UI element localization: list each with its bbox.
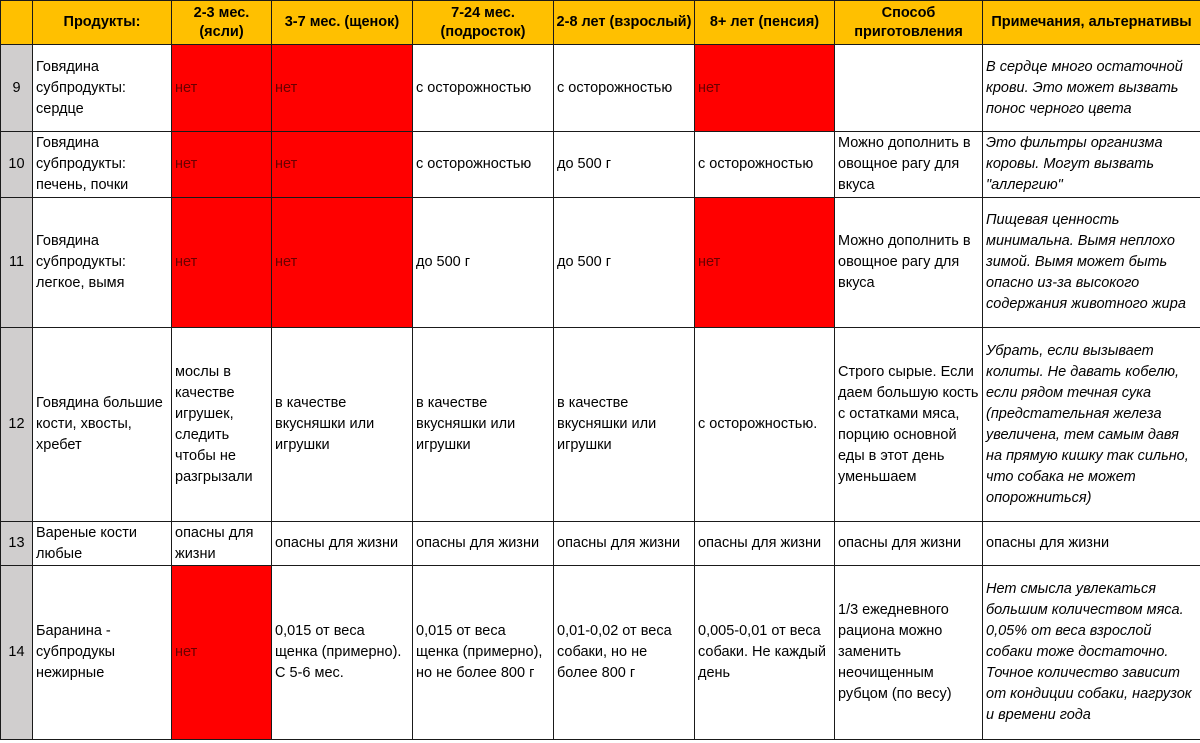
- method-cell: 1/3 ежедневного рациона можно заменить неочищенным рубцом (по весу): [835, 566, 983, 740]
- age-8-plus-cell: [695, 45, 835, 132]
- table-row: [1, 566, 1200, 740]
- age-3-7-cell: 0,015 от веса щенка (примерно). С 5-6 мес.: [272, 566, 413, 740]
- age-7-24-cell: 0,015 от веса щенка (примерно), но не более 800 г: [413, 566, 554, 740]
- age-7-24-cell: в качестве вкусняшки или игрушки: [413, 328, 554, 522]
- age-2-3-cell: [172, 566, 272, 740]
- forbidden-text: нет: [275, 79, 298, 96]
- age-2-3-cell: [172, 45, 272, 132]
- table-row: [1, 522, 1200, 566]
- notes-cell: Это фильтры организма коровы. Могут вызвать "аллергию": [983, 132, 1200, 198]
- age-2-3-cell: [172, 132, 272, 198]
- forbidden-text: нет: [175, 79, 198, 96]
- method-cell: [835, 45, 983, 132]
- forbidden-text: нет: [275, 156, 298, 172]
- product-cell: Говядина субпродукты: сердце: [33, 45, 172, 132]
- method-cell: Строго сырые. Если даем большую кость с остатками мяса, порцию основной еды в этот день уменьшаем: [835, 328, 983, 522]
- age-2-8-cell: до 500 г: [554, 132, 695, 198]
- age-3-7-cell: в качестве вкусняшки или игрушки: [272, 328, 413, 522]
- product-cell: Вареные кости любые: [33, 522, 172, 566]
- header-notes: Примечания, альтернативы: [983, 1, 1200, 45]
- row-number: 9: [1, 45, 33, 132]
- header-age-3-7: 3-7 мес. (щенок): [272, 1, 413, 45]
- age-7-24-cell: с осторожностью: [413, 132, 554, 198]
- age-3-7-cell: [272, 45, 413, 132]
- age-8-plus-cell: с осторожностью: [695, 132, 835, 198]
- header-age-8-plus: 8+ лет (пенсия): [695, 1, 835, 45]
- forbidden-text: нет: [175, 254, 198, 270]
- forbidden-text: нет: [698, 254, 721, 270]
- table-row: [1, 45, 1200, 132]
- age-2-8-cell: 0,01-0,02 от веса собаки, но не более 800 г: [554, 566, 695, 740]
- header-products: Продукты:: [33, 1, 172, 45]
- method-cell: Можно дополнить в овощное рагу для вкуса: [835, 198, 983, 328]
- table-row: [1, 132, 1200, 198]
- header-method: Способ приготовления: [835, 1, 983, 45]
- age-8-plus-cell: 0,005-0,01 от веса собаки. Не каждый день: [695, 566, 835, 740]
- notes-cell: Нет смысла увлекаться большим количеством мяса. 0,05% от веса взрослой собаки тоже достаточно. Точное количество зависит от кондиции собаки, нагрузок и времени года: [983, 566, 1200, 740]
- method-cell: Можно дополнить в овощное рагу для вкуса: [835, 132, 983, 198]
- header-age-2-3: 2-3 мес. (ясли): [172, 1, 272, 45]
- age-2-8-cell: в качестве вкусняшки или игрушки: [554, 328, 695, 522]
- product-cell: Говядина субпродукты: печень, почки: [33, 132, 172, 198]
- age-2-8-cell: с осторожностью: [554, 45, 695, 132]
- row-number: 10: [1, 132, 33, 198]
- product-cell: Говядина большие кости, хвосты, хребет: [33, 328, 172, 522]
- row-number: 12: [1, 328, 33, 522]
- row-number: 11: [1, 198, 33, 328]
- row-number: 13: [1, 522, 33, 566]
- header-row: [1, 1, 1200, 45]
- header-age-7-24: 7-24 мес. (подросток): [413, 1, 554, 45]
- age-2-8-cell: до 500 г: [554, 198, 695, 328]
- method-cell: опасны для жизни: [835, 522, 983, 566]
- header-age-2-8: 2-8 лет (взрослый): [554, 1, 695, 45]
- age-7-24-cell: опасны для жизни: [413, 522, 554, 566]
- table-row: [1, 198, 1200, 328]
- forbidden-text: нет: [698, 79, 721, 96]
- table-row: [1, 328, 1200, 522]
- age-7-24-cell: до 500 г: [413, 198, 554, 328]
- age-8-plus-cell: опасны для жизни: [695, 522, 835, 566]
- forbidden-text: нет: [175, 644, 198, 660]
- age-7-24-cell: с осторожностью: [413, 45, 554, 132]
- age-2-3-cell: опасны для жизни: [172, 522, 272, 566]
- age-3-7-cell: [272, 132, 413, 198]
- notes-cell: Убрать, если вызывает колиты. Не давать кобелю, если рядом течная сука (предстательная железа увеличена, тем самым давя на прямую кишку так сильно, что собака не может опорожниться): [983, 328, 1200, 522]
- age-8-plus-cell: [695, 198, 835, 328]
- age-3-7-cell: опасны для жизни: [272, 522, 413, 566]
- age-3-7-cell: [272, 198, 413, 328]
- row-number: 14: [1, 566, 33, 740]
- age-2-8-cell: опасны для жизни: [554, 522, 695, 566]
- age-2-3-cell: мослы в качестве игрушек, следить чтобы не разгрызали: [172, 328, 272, 522]
- product-cell: Баранина - субпродукы нежирные: [33, 566, 172, 740]
- notes-cell: Пищевая ценность минимальна. Вымя неплохо зимой. Вымя может быть опасно из-за высокого содержания животного жира: [983, 198, 1200, 328]
- forbidden-text: нет: [275, 254, 298, 270]
- notes-cell: В сердце много остаточной крови. Это может вызвать понос черного цвета: [983, 45, 1200, 132]
- corner-cell: [1, 1, 33, 45]
- notes-cell: опасны для жизни: [983, 522, 1200, 566]
- age-8-plus-cell: с осторожностью.: [695, 328, 835, 522]
- age-2-3-cell: [172, 198, 272, 328]
- product-cell: Говядина субпродукты: легкое, вымя: [33, 198, 172, 328]
- forbidden-text: нет: [175, 156, 198, 172]
